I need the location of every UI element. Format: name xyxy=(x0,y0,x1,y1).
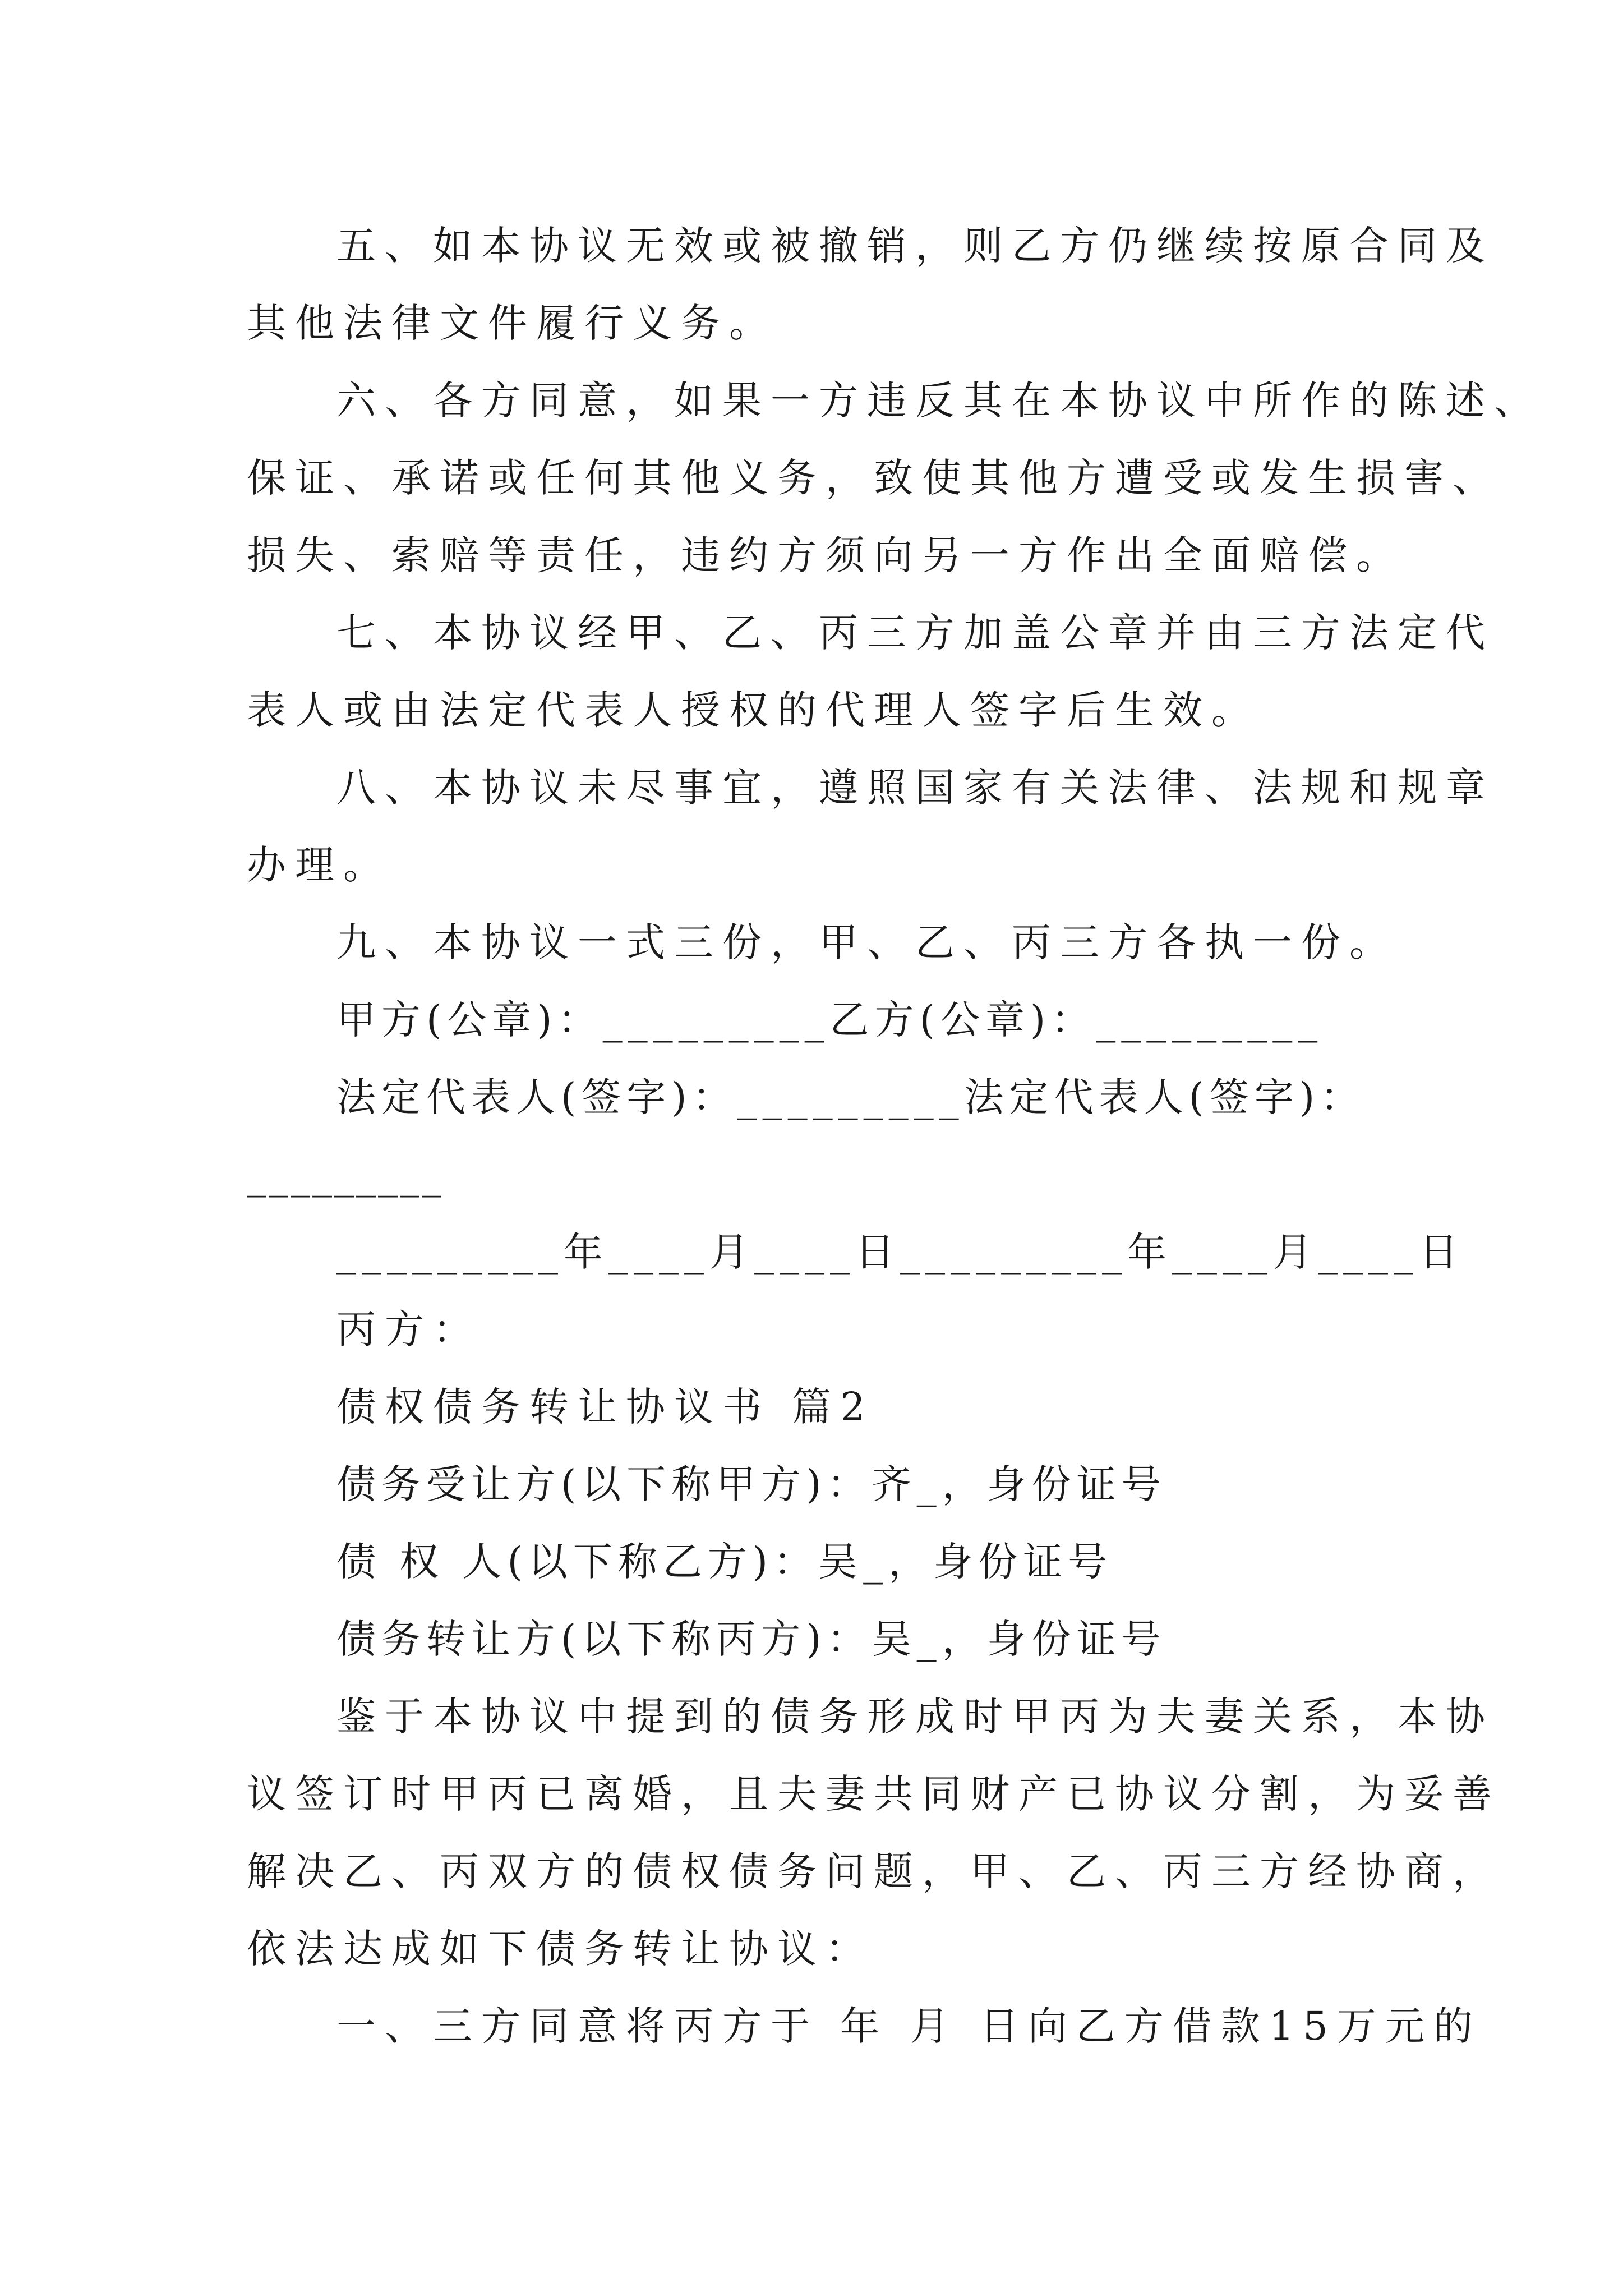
clause-5-line-2: 其他法律文件履行义务。 xyxy=(247,300,777,346)
party-c-info: 债务转让方(以下称丙方)：吴_，身份证号 xyxy=(336,1616,1166,1662)
clause-7-line-1: 七、本协议经甲、乙、丙三方加盖公章并由三方法定代 xyxy=(336,610,1494,656)
preamble-line-4: 依法达成如下债务转让协议： xyxy=(247,1926,874,1972)
clause-7-line-2: 表人或由法定代表人授权的代理人签字后生效。 xyxy=(247,687,1260,733)
party-a-info: 债务受让方(以下称甲方)：齐_，身份证号 xyxy=(336,1461,1166,1507)
party-b-info: 债 权 人(以下称乙方)：吴_，身份证号 xyxy=(336,1539,1113,1585)
clause-9: 九、本协议一式三份，甲、乙、丙三方各执一份。 xyxy=(336,919,1398,965)
preamble-line-1: 鉴于本协议中提到的债务形成时甲丙为夫妻关系，本协 xyxy=(336,1694,1494,1740)
section-title-part-2: 债权债务转让协议书 篇2 xyxy=(336,1384,874,1430)
preamble-line-2: 议签订时甲丙已离婚，且夫妻共同财产已协议分割，为妥善 xyxy=(247,1771,1501,1817)
date-line: _________年____月____日_________年____月____日 xyxy=(336,1229,1464,1275)
clause-6-line-3: 损失、索赔等责任，违约方须向另一方作出全面赔偿。 xyxy=(247,532,1404,578)
article-1-line-1: 一、三方同意将丙方于 年 月 日向乙方借款15万元的 xyxy=(336,2003,1482,2049)
clause-6-line-2: 保证、承诺或任何其他义务，致使其他方遭受或发生损害、 xyxy=(247,455,1501,501)
signature-party-a-b: 甲方(公章)：_________乙方(公章)：_________ xyxy=(336,997,1324,1043)
clause-8-line-2: 办理。 xyxy=(247,842,391,888)
signature-legal-rep: 法定代表人(签字)：_________法定代表人(签字)： xyxy=(336,1074,1366,1120)
clause-5-line-1: 五、如本协议无效或被撤销，则乙方仍继续按原合同及 xyxy=(336,223,1494,269)
clause-6-line-1: 六、各方同意，如果一方违反其在本协议中所作的陈述、 xyxy=(336,378,1542,424)
signature-blank-continued: _________ xyxy=(247,1152,444,1198)
preamble-line-3: 解决乙、丙双方的债权债务问题，甲、乙、丙三方经协商， xyxy=(247,1848,1501,1894)
clause-8-line-1: 八、本协议未尽事宜，遵照国家有关法律、法规和规章 xyxy=(336,765,1494,811)
party-c-label: 丙方： xyxy=(336,1306,481,1352)
